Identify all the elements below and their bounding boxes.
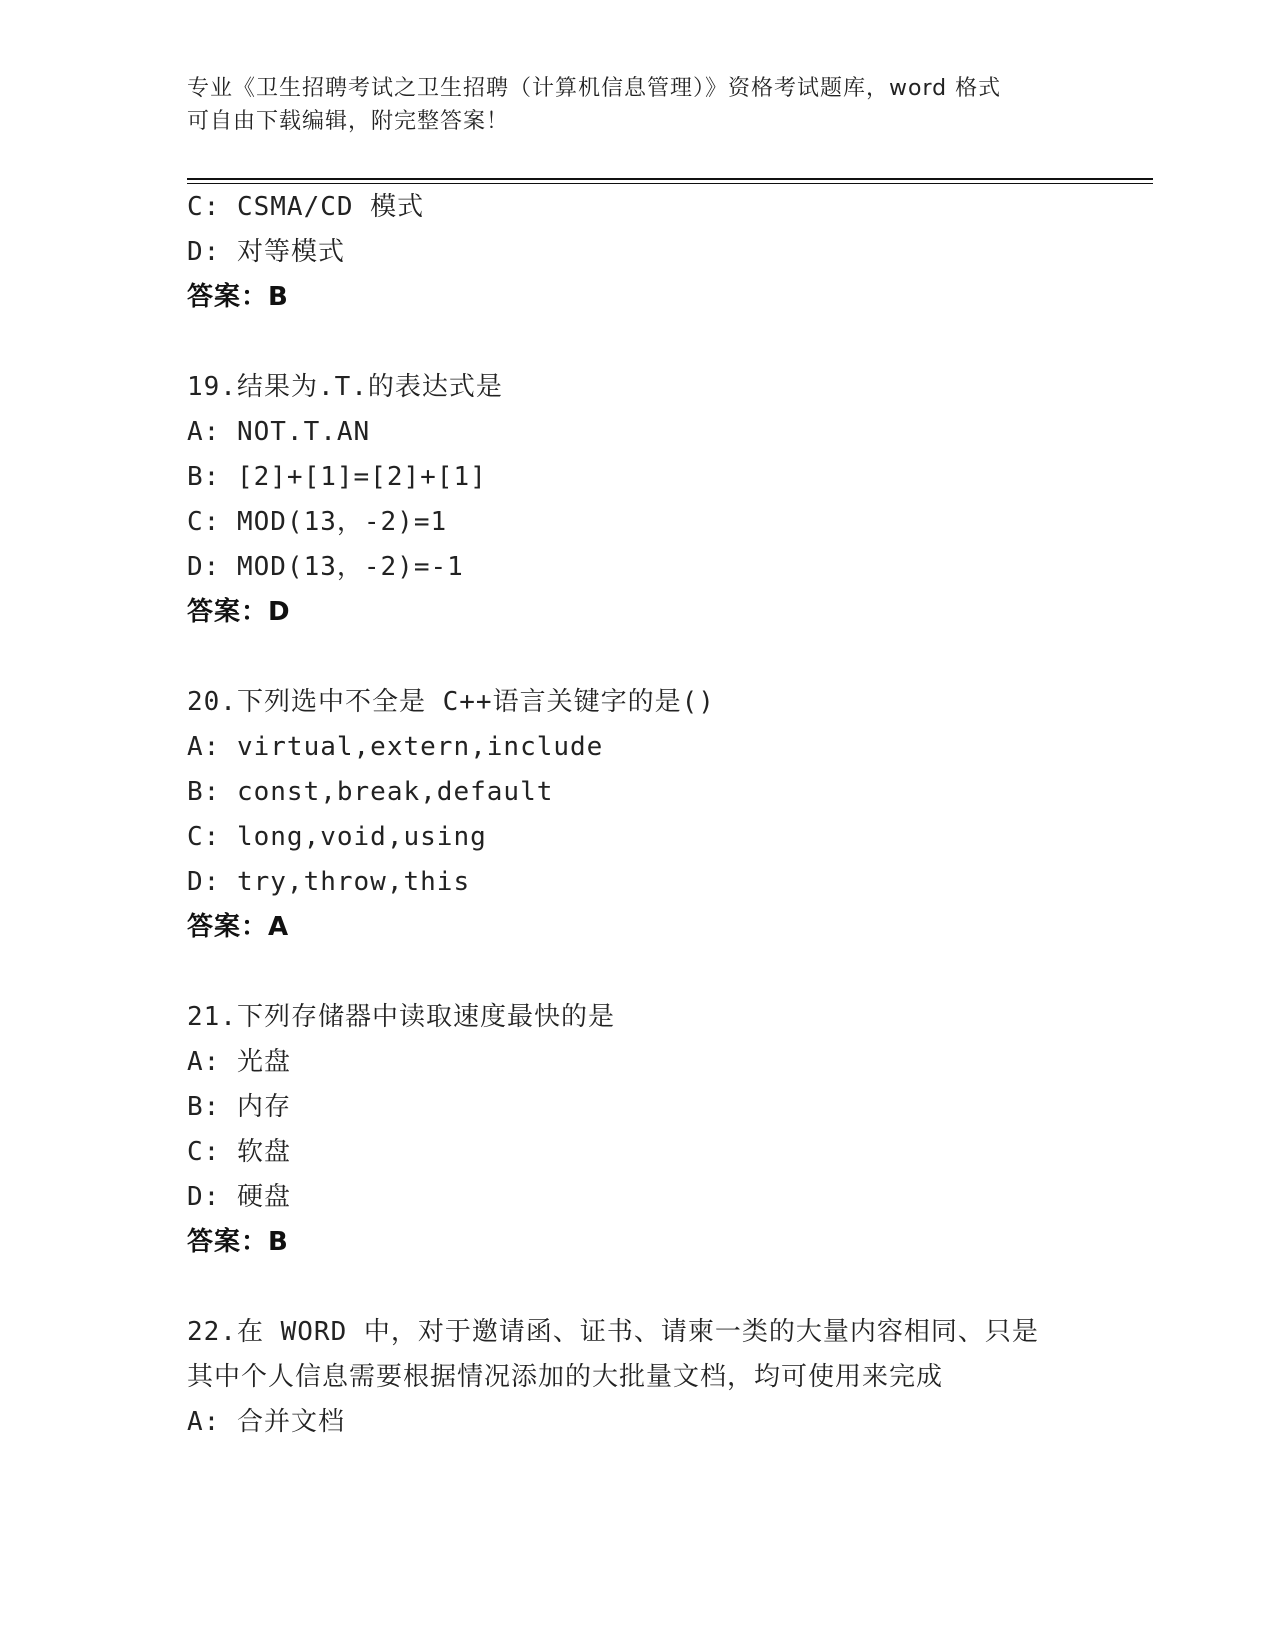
option-line: A: NOT.T.AN [187,417,371,447]
option-line: D: MOD(13，-2)=-1 [187,552,464,582]
question-line: 20.下列选中不全是 C++语言关键字的是() [187,687,715,717]
header-line-1: 专业《卫生招聘考试之卫生招聘（计算机信息管理）》资格考试题库，word 格式 [187,76,1002,101]
question-line: 22.在 WORD 中，对于邀请函、证书、请柬一类的大量内容相同、只是 [187,1317,1039,1347]
option-line: A: virtual,extern,include [187,732,604,762]
option-line: D: try,throw,this [187,867,471,897]
option-line: C: CSMA/CD 模式 [187,192,425,222]
option-line: C: MOD(13，-2)=1 [187,507,448,537]
header-line-2: 可自由下载编辑，附完整答案！ [187,109,510,134]
question-line: 19.结果为.T.的表达式是 [187,372,503,402]
option-line: B: [2]+[1]=[2]+[1] [187,462,487,492]
header-divider-thick [187,178,1153,180]
option-line: C: 软盘 [187,1137,291,1167]
answer-line: 答案：B [187,282,289,312]
document-header [187,72,1067,138]
option-line: B: 内存 [187,1092,291,1122]
header-divider-thin [187,183,1153,184]
option-line: D: 硬盘 [187,1182,291,1212]
answer-line: 答案：D [187,597,291,627]
question-line: 21.下列存储器中读取速度最快的是 [187,1002,615,1032]
question-line: 其中个人信息需要根据情况添加的大批量文档，均可使用来完成 [187,1362,944,1392]
answer-line: 答案：B [187,1227,289,1257]
option-line: A: 光盘 [187,1047,291,1077]
option-line: B: const,break,default [187,777,554,807]
option-line: D: 对等模式 [187,237,345,267]
option-line: A: 合并文档 [187,1407,345,1437]
answer-line: 答案：A [187,912,290,942]
option-line: C: long,void,using [187,822,487,852]
